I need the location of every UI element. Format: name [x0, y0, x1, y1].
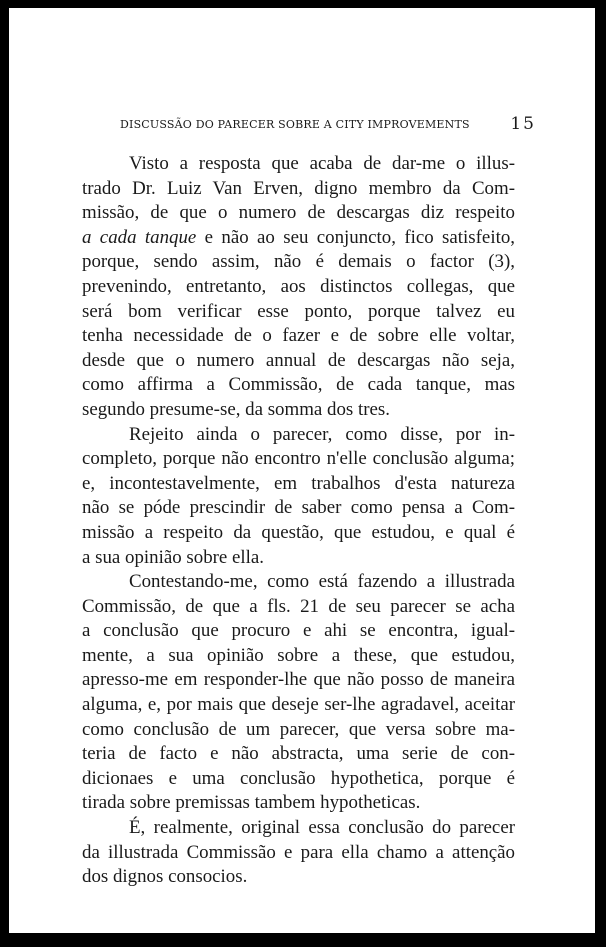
- text-line: segundo presume-se, da somma dos tres.: [82, 398, 390, 420]
- text-line: tenha necessidade de o fazer e de sobre elle voltar,: [82, 325, 515, 347]
- paragraph: [82, 570, 515, 816]
- text-line: da illustrada Commissão e para ella chamo a attenção: [82, 841, 515, 863]
- text-line: como affirma a Commissão, de cada tanque, mas: [82, 374, 515, 396]
- text-line: teria de facto e não abstracta, uma serie de con-: [82, 743, 515, 765]
- text-line: como conclusão de um parecer, que versa sobre ma-: [82, 718, 515, 740]
- paragraph: [82, 816, 515, 890]
- text-line: Contestando-me, como está fazendo a illustrada: [129, 571, 515, 593]
- text-line: mente, a sua opinião sobre a these, que estudou,: [82, 644, 515, 666]
- line-remainder: e não ao seu conjuncto, fico satisfeito,: [196, 226, 515, 248]
- text-line: Rejeito ainda o parecer, como disse, por in-: [129, 423, 515, 445]
- text-line: dicionaes e uma conclusão hypothetica, porque é: [82, 767, 515, 789]
- page-number: 15: [510, 114, 536, 134]
- text-line: a conclusão que procuro e ahi se encontra, igual-: [82, 620, 515, 642]
- text-line: [82, 226, 515, 251]
- text-line: a sua opinião sobre ella.: [82, 546, 265, 568]
- text-line: porque, sendo assim, não é demais o factor (3),: [82, 251, 515, 273]
- text-line: desde que o numero annual de descargas não seja,: [82, 349, 515, 371]
- body-text: [82, 152, 515, 890]
- text-line: e, incontestavelmente, em trabalhos d'esta natureza: [82, 472, 515, 494]
- book-page: [9, 8, 595, 933]
- text-line: trado Dr. Luiz Van Erven, digno membro da Com-: [82, 177, 515, 199]
- paragraph: [82, 152, 515, 423]
- italic-phrase: a cada tanque: [82, 226, 197, 248]
- text-line: alguma, e, por mais que deseje ser-lhe agradavel, aceitar: [82, 694, 515, 716]
- running-head: [120, 116, 536, 136]
- text-line: tirada sobre premissas tambem hypotheticas.: [82, 792, 421, 814]
- text-line: completo, porque não encontro n'elle conclusão alguma;: [82, 448, 515, 470]
- text-line: prevenindo, entretanto, aos distinctos collegas, que: [82, 275, 515, 297]
- text-line: apresso-me em responder-lhe que não posso de maneira: [82, 669, 515, 691]
- paragraph: [82, 423, 515, 571]
- text-line: missão, de que o numero de descargas diz respeito: [82, 202, 515, 224]
- text-line: não se póde prescindir de saber como pensa a Com-: [82, 497, 515, 519]
- text-line: É, realmente, original essa conclusão do parecer: [129, 817, 515, 839]
- text-line: Commissão, de que a fls. 21 de seu parecer se acha: [82, 595, 515, 617]
- text-line: será bom verificar esse ponto, porque talvez eu: [82, 300, 515, 322]
- running-head-title: DISCUSSÃO DO PARECER SOBRE A CITY IMPROVEMENTS: [120, 118, 470, 131]
- text-line: missão a respeito da questão, que estudou, e qual é: [82, 521, 515, 543]
- text-line: Visto a resposta que acaba de dar-me o illus-: [129, 153, 515, 174]
- text-line: dos dignos consocios.: [82, 866, 248, 888]
